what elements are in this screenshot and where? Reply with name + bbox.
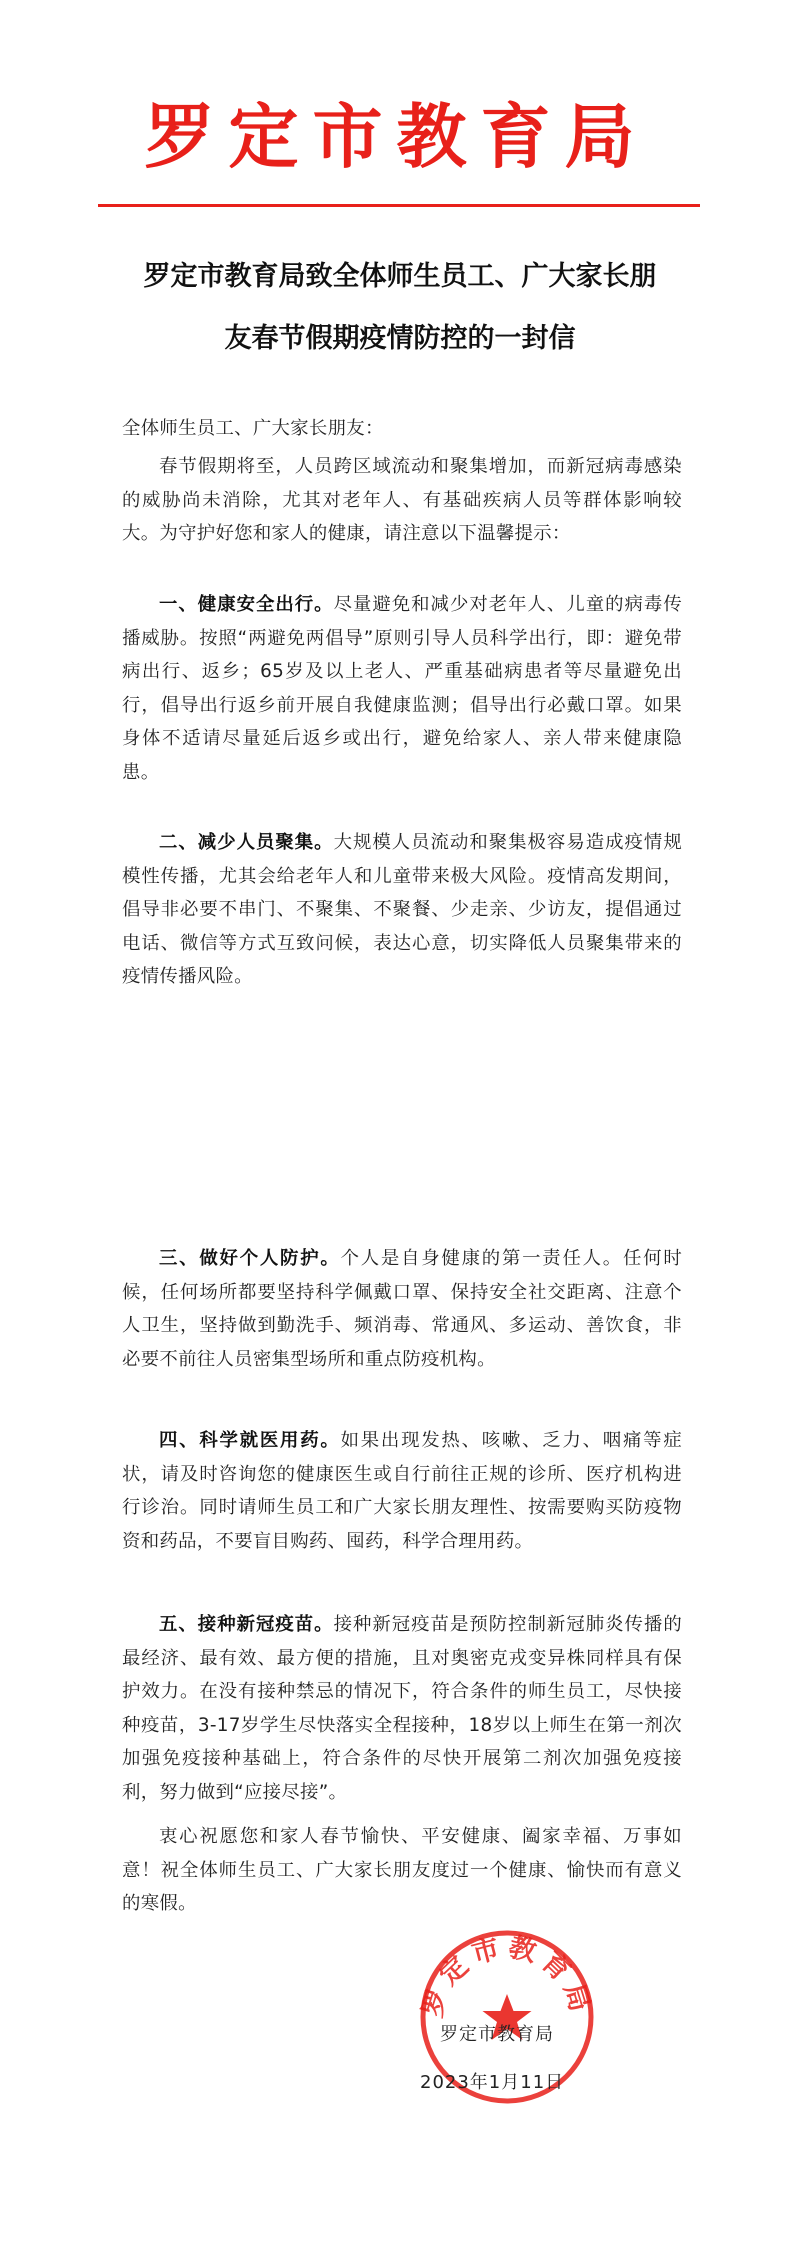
section-1-heading: 一、健康安全出行。 xyxy=(159,594,334,615)
seal-text: 罗定市教育局 xyxy=(417,1931,597,2021)
section-3-heading: 三、做好个人防护。 xyxy=(159,1248,341,1269)
signature-date: 2023年1月11日 xyxy=(420,2072,565,2093)
section-4-heading: 四、科学就医用药。 xyxy=(159,1430,341,1451)
signature-org: 罗定市教育局 xyxy=(440,2024,554,2045)
section-3-body: 个人是自身健康的第一责任人。任何时候，任何场所都要坚持科学佩戴口罩、保持安全社交距离、注意个人卫生，坚持做到勤洗手、频消毒、常通风、多运动、善饮食，非必要不前往人员密集型场所和重点防疫机构。 xyxy=(122,1248,683,1370)
letterhead-divider xyxy=(98,204,700,207)
document-title-line-1: 罗定市教育局致全体师生员工、广大家长朋 xyxy=(143,261,657,292)
section-2 xyxy=(122,826,682,994)
intro-paragraph: 春节假期将至，人员跨区域流动和聚集增加，而新冠病毒感染的威胁尚未消除，尤其对老年人、有基础疾病人员等群体影响较大。为守护好您和家人的健康，请注意以下温馨提示： xyxy=(122,456,682,545)
closing-paragraph: 衷心祝愿您和家人春节愉快、平安健康、阖家幸福、万事如意！祝全体师生员工、广大家长朋友度过一个健康、愉快而有意义的寒假。 xyxy=(122,1826,682,1915)
section-5 xyxy=(122,1608,682,1810)
salutation: 全体师生员工、广大家长朋友： xyxy=(122,418,384,439)
section-2-heading: 二、减少人员聚集。 xyxy=(159,832,334,853)
letterhead-org-name: 罗定市教育局 xyxy=(144,95,649,178)
section-2-body: 大规模人员流动和聚集极容易造成疫情规模性传播，尤其会给老年人和儿童带来极大风险。疫情高发期间，倡导非必要不串门、不聚集、不聚餐、少走亲、少访友，提倡通过电话、微信等方式互致问候，表达心意，切实降低人员聚集带来的疫情传播风险。 xyxy=(122,832,683,988)
section-3 xyxy=(122,1242,682,1376)
section-4 xyxy=(122,1424,682,1558)
section-1-body: 尽量避免和减少对老年人、儿童的病毒传播威胁。按照“两避免两倡导”原则引导人员科学出行，即：避免带病出行、返乡；65岁及以上老人、严重基础病患者等尽量避免出行，倡导出行返乡前开展自我健康监测；倡导出行必戴口罩。如果身体不适请尽量延后返乡或出行，避免给家人、亲人带来健康隐患。 xyxy=(122,594,683,783)
document-title-line-2: 友春节假期疫情防控的一封信 xyxy=(224,323,576,354)
section-5-body: 接种新冠疫苗是预防控制新冠肺炎传播的最经济、最有效、最方便的措施，且对奥密克戎变异株同样具有保护效力。在没有接种禁忌的情况下，符合条件的师生员工，尽快接种疫苗，3-17岁学生尽快落实全程接种，18岁以上师生在第一剂次加强免疫接种基础上，符合条件的尽快开展第二剂次加强免疫接利，努力做到“应接尽接”。 xyxy=(122,1614,683,1803)
section-1 xyxy=(122,588,682,790)
section-4-body: 如果出现发热、咳嗽、乏力、咽痛等症状，请及时咨询您的健康医生或自行前往正规的诊所、医疗机构进行诊治。同时请师生员工和广大家长朋友理性、按需要购买防疫物资和药品，不要盲目购药、囤药，科学合理用药。 xyxy=(122,1430,683,1552)
section-5-heading: 五、接种新冠疫苗。 xyxy=(159,1614,334,1635)
